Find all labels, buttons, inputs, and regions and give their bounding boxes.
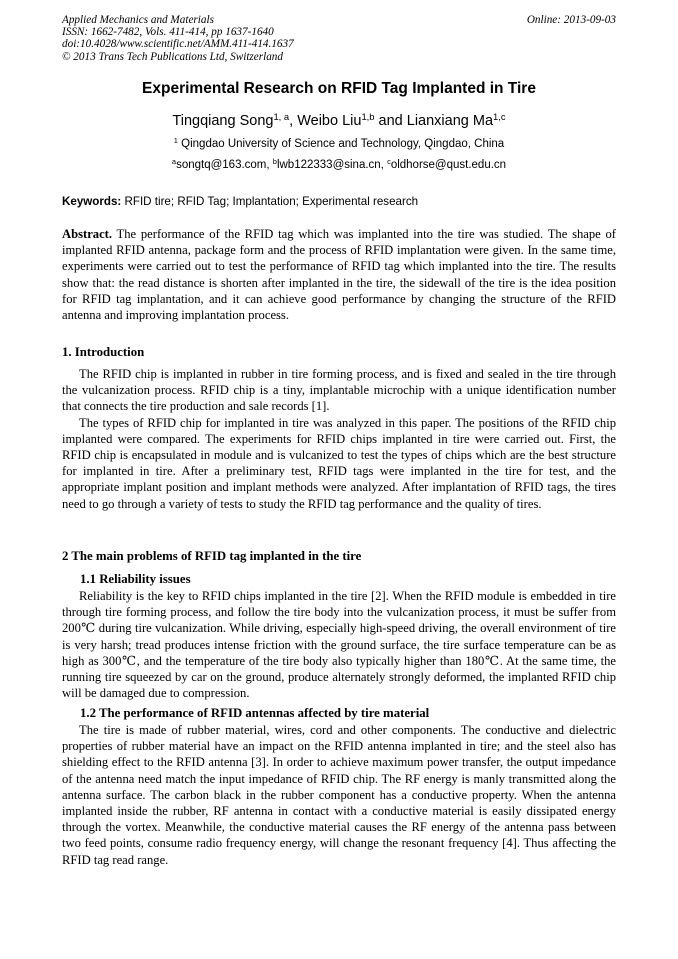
- paragraph: The types of RFID chip for implanted in tire was analyzed in this paper. The positions of the RFID chip implanted were compared. The experiments for RFID chips implanted in tire were carried out. First, the RFID chip is encapsulated in module and is vulcanized to test the types of chips which are the best structure for implanted in tire. After a preliminary test, RFID tags were implanted in the tire for test, and the appropriate implant position and implant methods were analyzed. After implantation of RFID tags, the tires need to go through a variety of tests to study the RFID tag performance and the quality of tires.: [62, 415, 616, 511]
- email-mark: a: [171, 156, 177, 166]
- abstract: [62, 226, 616, 323]
- author-emails: [0, 156, 678, 171]
- introduction-body: [62, 366, 616, 512]
- journal-name: Applied Mechanics and Materials: [62, 14, 214, 26]
- section-heading-introduction: 1. Introduction: [62, 345, 145, 359]
- reliability-body: [62, 588, 616, 701]
- author-name: Weibo Liu: [297, 113, 362, 129]
- antenna-performance-body: [62, 722, 616, 868]
- author-affiliation-mark: 1,b: [361, 110, 375, 122]
- doi-line: doi:10.4028/www.scientific.net/AMM.411-414.1637: [62, 38, 294, 51]
- abstract-label: Abstract.: [62, 227, 113, 241]
- keywords: [62, 195, 616, 208]
- paragraph: The RFID chip is implanted in rubber in tire forming process, and is fixed and sealed in the tire through the vulcanization process. RFID chip is a tiny, implantable microchip with a unique identification number that connects the tire production and sale records [1].: [62, 367, 616, 414]
- affiliation-mark: 1: [173, 135, 178, 145]
- author-separator: ,: [289, 113, 298, 129]
- author-affiliation-mark: 1, a: [273, 110, 290, 122]
- author-affiliation-mark: 1,c: [493, 110, 506, 122]
- paragraph: The tire is made of rubber material, wires, cord and other components. The conductive and dielectric properties of rubber material have an impact on the RFID antenna implanted in tire; and the steel also has shielding effect to the RFID antenna [3]. In order to achieve maximum power transfer, the output impedance of the antenna need match the input impedance of RFID chip. The RF energy is manly transmitted along the antenna surface. The carbon black in the rubber component has a conductive property. When the antenna implanted inside the rubber, RF antenna in contact with a conductive material is easily dissipated energy through the vortex. Meanwhile, the conductive material causes the RF energy of the antenna pass between two feed points, consume radio frequency energy, will change the resonant frequency [4]. Thus affecting the RFID tag read range.: [62, 723, 616, 867]
- subsection-heading-antenna-performance: 1.2 The performance of RFID antennas affected by tire material: [80, 706, 430, 720]
- issn-line: ISSN: 1662-7482, Vols. 411-414, pp 1637-1640: [62, 26, 274, 39]
- email-link[interactable]: oldhorse@qust.edu.cn: [390, 159, 507, 171]
- keywords-label: Keywords:: [62, 195, 122, 208]
- journal-header: [62, 14, 616, 63]
- section-heading-main-problems: 2 The main problems of RFID tag implanted in the tire: [62, 549, 362, 563]
- email-mark: c: [387, 156, 391, 166]
- email-mark: b: [272, 156, 277, 166]
- email-link[interactable]: lwb122333@sina.cn,: [276, 159, 388, 171]
- abstract-text: The performance of the RFID tag which was implanted into the tire was studied. The shape of implanted RFID antenna, package form and the process of RFID implantation were given. In the same time, experiments were carried out to test the performance of RFID tag which implanted into the tire. The results show that: the read distance is shorten after implanted in the tire, the sidewall of the tire is the idea position for RFID tag implantation, and it can achieve good performance by changing the structure of the RFID antenna and improving implantation process.: [62, 227, 616, 323]
- affiliation-text: Qingdao University of Science and Technology, Qingdao, China: [177, 138, 505, 150]
- subsection-heading-reliability: 1.1 Reliability issues: [80, 572, 191, 586]
- author-name: Tingqiang Song: [172, 113, 274, 129]
- paper-title: Experimental Research on RFID Tag Implanted in Tire: [142, 80, 536, 97]
- author-separator: and: [374, 113, 407, 129]
- author-list: [0, 110, 678, 129]
- copyright-line: © 2013 Trans Tech Publications Ltd, Switzerland: [62, 50, 283, 63]
- author-name: Lianxiang Ma: [406, 113, 494, 129]
- keywords-text: RFID tire; RFID Tag; Implantation; Experimental research: [121, 195, 419, 208]
- email-link[interactable]: songtq@163.com,: [176, 159, 273, 171]
- affiliation: [0, 135, 678, 150]
- online-date: Online: 2013-09-03: [526, 14, 616, 26]
- paragraph: Reliability is the key to RFID chips implanted in the tire [2]. When the RFID module is embedded in tire through tire forming process, and follow the tire body into the vulcanization process, it must be suffer from 200℃ during tire vulcanization. While driving, especially high-speed driving, the overall environment of tire is very harsh; tread produces intense friction with the ground surface, the tire surface temperature can be as high as 300℃, and the temperature of the tire body also typically higher than 180℃. At the same time, the running tire squeezed by car on the ground, produce alternately strongly deformed, the implanted RFID chip will be damaged due to compression.: [62, 589, 616, 701]
